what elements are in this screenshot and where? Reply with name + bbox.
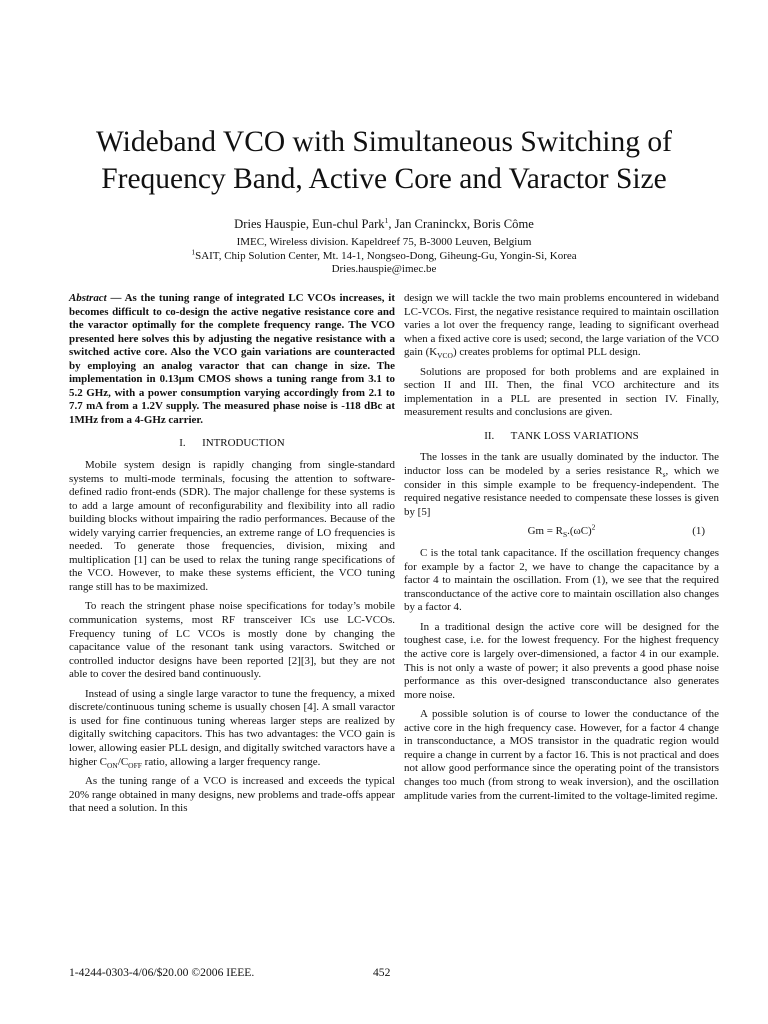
paper-title — [40, 124, 728, 198]
abstract-text: — As the tuning range of integrated LC VCOs increases, it becomes difficult to co-design the active negative resistance core and the varactor optimally for the complete frequency range. The VCO presented here solves this by adjusting the negative resistance with a switched active core. Also the VCO gain variations are counteracted by employing an analog varactor that can change in size. The implementation in 0.13μm CMOS shows a tuning range from 3.1 to 5.2 GHz, with a power consumption varying accordingly from 2.1 to 7.7 mA from a 1.2V supply. The measured phase noise is -118 dBc at 1MHz from a 4-GHz carrier. — [69, 292, 395, 426]
author-names-2: , Jan Craninckx, Boris Côme — [388, 217, 534, 231]
tank-paragraph-1 — [404, 451, 719, 519]
equation-number: (1) — [692, 525, 705, 538]
section-title-first-1: T — [510, 429, 518, 442]
right-column — [404, 292, 719, 803]
tank-paragraph-3: In a traditional design the active core will be designed for the toughest case, i.e. for the lowest frequency. For the highest frequency the active core is largely over-dimensioned, a factor 4 in our example. This is not only a waste of power; it also prevents a good phase noise performance as this over-designed transconductance also generates more noise. — [404, 620, 719, 701]
right-p1-text-b: ) creates problems for optimal PLL design. — [452, 346, 641, 359]
section-heading-tank-loss — [404, 430, 719, 444]
tank-p1-text-b: , which we consider in this simple example to be frequency-independent. The required negative resistance needed to compensate these losses is given by [5] — [404, 465, 719, 518]
right-p1-text-a: design we will tackle the two main problems encountered in wideband LC-VCOs. First, the negative resistance required to maintain oscillation varies a lot over the frequency range, leading to significant overhead when a fixed active core is used; second, the large variation of the VCO gain (K — [404, 292, 719, 359]
section-title-rest-3: ARIATIONS — [581, 429, 639, 442]
section-heading-introduction — [69, 437, 395, 451]
title-line-1: Wideband VCO with Simultaneous Switching of — [96, 126, 672, 158]
intro-continuation-paragraph — [404, 292, 719, 360]
copyright-footer: 1-4244-0303-4/06/$20.00 ©2006 IEEE. — [69, 966, 255, 979]
section-number: II. — [484, 429, 495, 442]
eq-sub-s: S — [562, 530, 568, 540]
intro-paragraph-3 — [69, 688, 395, 769]
tank-paragraph-4: A possible solution is of course to lower the conductance of the active core in the high frequency case. However, for a factor 4 change in transconductance, a MOS transistor in the quadratic region would require a change in current by a factor 16. This is not practical and does not allow good performance since the operating point of the transistors changes too much (from strong to weak inversion), and the oscillation amplitude varies from the current-limited to the voltage-limited regime. — [404, 708, 719, 802]
section-title-rest-2: OSS — [550, 429, 571, 442]
intro-outline-paragraph: Solutions are proposed for both problems and are explained in section II and III. Then, the final VCO architecture and its implementation in a PLL are presented in section IV. Finally, measurement results and conclusions are given. — [404, 365, 719, 419]
affiliations — [40, 236, 728, 277]
left-column — [69, 292, 395, 816]
author-names-1: Dries Hauspie, Eun-chul Park — [234, 217, 385, 231]
section-title-first: I — [202, 437, 206, 450]
intro-p3-text-b: ratio, allowing a larger frequency range. — [141, 755, 321, 768]
eq-sup-2: 2 — [591, 522, 596, 532]
section-title-rest: NTRODUCTION — [205, 437, 285, 450]
intro-paragraph-1: Mobile system design is rapidly changing from single-standard systems to multi-mode terminals, focusing the attention to software-defined radio front-ends (SDR). The major challenge for these systems is to add a large amount of reconfigurability and flexibility into all radio building blocks without impairing the radio performances. Because of the widely varying carrier frequencies, an extreme range of LO frequencies is needed. To generate those frequencies, division, mixing and multiplication [1] can be used to relax the tuning range specifications of the VCO. However, to make these systems efficient, the VCO tuning range still has to be maximized. — [69, 459, 395, 593]
author-list — [40, 217, 728, 232]
affiliation-sait-text: SAIT, Chip Solution Center, Mt. 14-1, Nongseo-Dong, Giheung-Gu, Yongin-Si, Korea — [195, 249, 577, 262]
eq-omega-c: .(ωC) — [567, 525, 592, 538]
tank-paragraph-2: C is the total tank capacitance. If the oscillation frequency changes for example by a factor 2, we have to change the capacitance by a factor 4 to maintain the oscillation. From (1), we see that the required transconductance of the active core to maintain oscillation also changes by a factor 4. — [404, 547, 719, 614]
affiliation-imec: IMEC, Wireless division. Kapeldreef 75, B-3000 Leuven, Belgium — [236, 236, 532, 248]
section-title-first-3: V — [573, 429, 582, 442]
intro-p3-slash: /C — [117, 755, 129, 768]
title-line-2: Frequency Band, Active Core and Varactor Size — [101, 163, 667, 195]
equation-1 — [404, 522, 719, 543]
intro-paragraph-2: To reach the stringent phase noise specifications for today’s mobile communication systems, most RF transceiver ICs use LC-VCOs. Frequency tuning of LC VCOs is mostly done by changing the capacitance value of the resonant tank using varactors. Switched or controlled inductor designs have been reported [2][3], but they are not able to cover the desired band continuously. — [69, 600, 395, 681]
section-title-first-2: L — [543, 429, 551, 442]
tank-p1-sub-s: s — [662, 470, 666, 480]
section-number: I. — [179, 437, 186, 450]
abstract — [69, 292, 395, 427]
tank-p1-text-a: The losses in the tank are usually dominated by the inductor. The inductor loss can be modeled by a series resistance R — [404, 451, 719, 478]
page-number: 452 — [373, 966, 391, 979]
author-email: Dries.hauspie@imec.be — [331, 263, 437, 276]
intro-p3-sub-on: ON — [106, 760, 118, 770]
eq-gm: Gm = R — [527, 525, 563, 538]
equation-expression — [404, 522, 719, 540]
intro-p3-sub-off: OFF — [128, 760, 142, 770]
intro-p3-text-a: Instead of using a single large varactor to tune the frequency, a mixed discrete/continuous tuning scheme is usually chosen [4]. A small varactor is used for fine continuous tuning whereas larger steps are realized by digitally switching capacitors. This has two advantages: the VCO gain is lower, allowing easier PLL design, and digitally switched varactors have a higher C — [69, 687, 395, 768]
right-p1-sub-vco: VCO — [437, 351, 453, 361]
section-title-rest-1: ANK — [517, 429, 542, 442]
affiliation-sait — [40, 246, 728, 264]
abstract-label: Abstract — [69, 292, 107, 304]
author-affil-mark: 1 — [384, 215, 389, 225]
affiliation-mark: 1 — [191, 246, 196, 256]
intro-paragraph-4: As the tuning range of a VCO is increased and exceeds the typical 20% range obtained in many designs, new problems and trade-offs appear that need a solution. In this — [69, 775, 395, 815]
